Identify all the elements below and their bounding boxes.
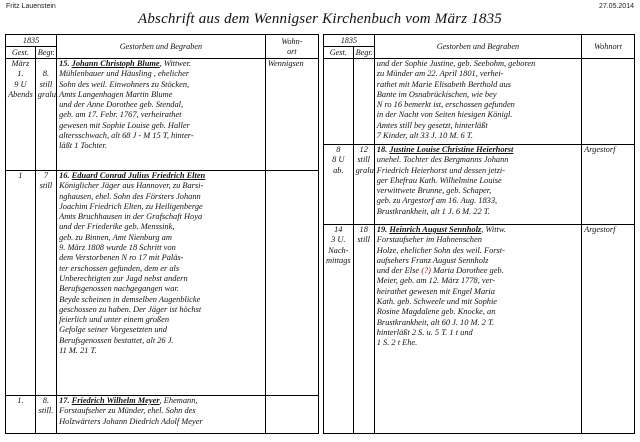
begr-line: still xyxy=(39,181,53,191)
entry-line: Unberechtigten zur Jagd nebst andern xyxy=(59,273,188,283)
entry-line: heirathet gewesen mit Engel Maria xyxy=(376,286,495,296)
wohnort-cell xyxy=(265,171,318,396)
entry-number: 16. xyxy=(59,171,70,180)
entry-line: geschossen zu haben. Der Jäger ist höchst xyxy=(59,304,202,314)
gest-line: Nach- xyxy=(328,245,349,255)
begr-cell xyxy=(353,59,374,145)
begr-line: 8. xyxy=(42,69,50,79)
entry-line: nghausen, ehel. Sohn des Försters Johann xyxy=(59,191,201,201)
entry-line: 1 S. 2 t Ehe. xyxy=(376,338,418,348)
wohnort-header-line: ort xyxy=(287,46,297,56)
gest-line: 3 U. xyxy=(331,235,346,245)
begr-cell xyxy=(353,145,374,225)
entry-line: Brustkrankheit, alt 60 J. 10 M. 2 T. xyxy=(376,317,495,327)
left-ledger-table xyxy=(5,34,319,434)
gest-column-header: Gest. xyxy=(324,47,354,59)
entry-line: gewesen mit Sophie Louise geb. Haller xyxy=(59,120,190,130)
entry-line: Amts Bruchhausen in der Grafschaft Hoya xyxy=(59,212,203,222)
entry-line: , Wittwer. xyxy=(159,59,192,68)
gest-line: 14 xyxy=(334,225,343,234)
month-label: März xyxy=(11,59,30,68)
wohnort-cell xyxy=(265,59,318,171)
entry-name: Eduard Conrad Julius Friedrich Elten xyxy=(71,171,206,180)
gest-line: mittags xyxy=(326,255,351,265)
entry-line: hinterläßt 2 S. u. 5 T. 1 t und xyxy=(376,327,473,337)
entry-line: Berufsgenossen nachgegangen war. xyxy=(59,284,179,294)
entry-line: und der Else (?) Maria Dorothee geb. xyxy=(376,266,504,276)
entry-line: geb. am 17. Febr. 1767, verheirathet xyxy=(59,110,182,120)
entry-line: Berufsgenossen bestattet, alt 26 J. xyxy=(59,335,174,345)
wohnort-value: Argestorf xyxy=(584,145,616,154)
year-header: 1835 xyxy=(324,35,375,47)
entry-line: Holze, ehelicher Sohn des weil. Forst- xyxy=(376,245,505,255)
gest-line: 9 U xyxy=(14,79,27,89)
year-header: 1835 xyxy=(6,35,57,47)
gest-line: 1. xyxy=(17,69,24,79)
entry-line: und der Sophie Justine, geb. Seebohm, geboren xyxy=(376,59,536,68)
entry-line: , Ehemann, xyxy=(159,396,198,405)
gest-cell xyxy=(6,396,36,434)
begr-line: 18 xyxy=(359,225,368,234)
entry-name: Justine Louise Christine Heierhorst xyxy=(389,145,514,154)
begr-line: still xyxy=(357,235,370,245)
entry-line: Beyde scheinen in demselben Augenblicke xyxy=(59,294,201,304)
table-row xyxy=(324,59,635,145)
entry-line: Brustkrankheit, alt 1 J. 6 M. 22 T. xyxy=(376,206,490,216)
entry-line: , Wittw. xyxy=(481,225,506,234)
begr-cell xyxy=(35,396,56,434)
entry-line: Forstaufseher im Hahnenschen xyxy=(376,235,482,245)
begr-line: 12 xyxy=(359,145,368,154)
gest-line: 1 xyxy=(18,171,23,180)
begr-line: still. xyxy=(38,406,54,416)
entry-text-cell xyxy=(57,171,266,396)
entry-text-cell xyxy=(374,225,581,434)
gest-cell xyxy=(324,59,354,145)
table-row xyxy=(324,225,635,434)
wohnort-column-header: Wohnort xyxy=(582,35,635,59)
entry-line: Rosine Magdalene geb. Knocke, an xyxy=(376,307,496,317)
entry-line: 9. März 1808 wurde 18 Schritt von xyxy=(59,243,176,253)
entry-line: geb. zu Argestorf am 16. Aug. 1833, xyxy=(376,196,498,206)
begr-line: gralu. xyxy=(37,89,59,99)
entry-line: rathet mit Marie Elisabeth Berthold aus xyxy=(376,79,511,89)
entry-line: unehel. Tochter des Bergmanns Johann xyxy=(376,155,509,165)
entry-line: Mühlenbauer und Häusling , ehelicher xyxy=(59,69,190,79)
gest-column-header: Gest. xyxy=(6,47,36,59)
wohnort-cell xyxy=(582,145,635,225)
author-name: Fritz Lauenstein xyxy=(6,3,56,10)
text-column-header: Gestorben und Begraben xyxy=(57,35,266,59)
entry-text-cell xyxy=(57,396,266,434)
document-date: 27.05.2014 xyxy=(598,3,634,10)
entry-line: Sohn des weil. Einwohners zu Stöcken, xyxy=(59,79,190,89)
entry-line: geb. zu Binnen, Amt Nienburg am xyxy=(59,232,172,242)
wohnort-cell xyxy=(265,396,318,434)
begr-line: 7 xyxy=(43,171,49,180)
wohnort-column-header xyxy=(265,35,318,59)
entry-line: dem Verstorbenen N ro 17 mit Paläs- xyxy=(59,253,184,263)
begr-cell xyxy=(353,225,374,434)
begr-line: still xyxy=(357,155,370,165)
begr-line: 8. xyxy=(42,396,50,405)
entry-line: Gefolge seiner Vorgesetzten und xyxy=(59,325,167,335)
entry-text-cell xyxy=(374,59,581,145)
entry-text-cell xyxy=(374,145,581,225)
begr-line: gralu. xyxy=(355,165,376,175)
gest-cell xyxy=(6,59,36,171)
gest-cell xyxy=(324,225,354,434)
gest-line: ab. xyxy=(333,165,344,175)
wohnort-value: Argestorf xyxy=(584,225,616,234)
entry-line: Kath. geb. Schweele und mit Sophie xyxy=(376,297,498,307)
gest-line: 8 xyxy=(336,145,341,154)
entry-line: 11 M. 21 T. xyxy=(59,346,97,356)
begr-cell xyxy=(35,59,59,171)
entry-number: 18. xyxy=(376,145,388,154)
table-row xyxy=(6,396,319,434)
entry-line: Holzwärters Johann Diedrich Adolf Meyer xyxy=(59,416,203,426)
entry-number: 19. xyxy=(376,225,388,234)
entry-line: Joachim Friedrich Elten, zu Heiligenberge xyxy=(59,201,203,211)
wohnort-value: Wennigsen xyxy=(267,59,304,68)
wohnort-cell xyxy=(582,59,635,145)
entry-name: Friedrich Wilhelm Meyer xyxy=(71,396,160,405)
entry-number: 15. xyxy=(59,59,70,68)
begr-line: still xyxy=(39,79,53,89)
entry-line: Königlicher Jäger aus Hannover, zu Barsi- xyxy=(59,181,204,191)
entry-line: feierlich und unter einem großen xyxy=(59,315,170,325)
entry-text-cell xyxy=(57,59,266,171)
page-title: Abschrift aus dem Wennigser Kirchenbuch vom März 1835 xyxy=(137,11,503,27)
entry-line: zu Münder am 22. April 1801, verhei- xyxy=(376,69,504,79)
wohnort-cell xyxy=(582,225,635,434)
gest-cell xyxy=(6,171,36,396)
begr-column-header: Begr. xyxy=(35,47,56,59)
begr-cell xyxy=(35,171,56,396)
gest-line: 1. xyxy=(17,396,24,405)
gest-cell xyxy=(324,145,354,225)
entry-line: in der Nacht von Seiten hiesigen Königl. xyxy=(376,110,513,120)
entry-line: und der Anne Dorothee geb. Stendal, xyxy=(59,100,184,110)
entry-line: Forstaufseher zu Münder, ehel. Sohn des xyxy=(59,406,196,416)
entry-number: 17. xyxy=(59,396,70,405)
entry-line: altersschwach, alt 68 J - M 15 T, hinter- xyxy=(59,131,194,141)
entry-line: aufsehers Franz August Sennholz xyxy=(376,255,489,265)
table-row xyxy=(6,171,319,396)
wohnort-header-line: Wohn- xyxy=(281,36,303,46)
entry-line: N ro 16 bemerkt ist, erschossen gefunden xyxy=(376,100,515,110)
entry-line: verwittwete Brunne, geb. Schaper, xyxy=(376,186,492,196)
entry-line: und der Friederike geb. Menssink, xyxy=(59,222,175,232)
entry-line: 7 Kinder, alt 33 J. 10 M. 6 T. xyxy=(376,131,473,141)
gest-line: Abends xyxy=(8,89,33,99)
table-row xyxy=(324,145,635,225)
table-row xyxy=(6,59,319,171)
begr-column-header: Begr. xyxy=(353,47,374,59)
uncertain-marker: (?) xyxy=(421,266,431,276)
entry-line: Friedrich Heierhorst und dessen jetzi- xyxy=(376,165,506,175)
entry-line: Bante im Osnabrückischen, wie bey xyxy=(376,89,497,99)
entry-line: ter erschossen gefunden, dem er als xyxy=(59,263,180,273)
text-column-header: Gestorben und Begraben xyxy=(374,35,581,59)
right-ledger-table xyxy=(323,34,635,434)
entry-line: ger Ehefrau Kath. Wilhelmine Louise xyxy=(376,175,502,185)
gest-line: 8 U xyxy=(332,155,345,165)
entry-line: läßt 1 Tochter. xyxy=(59,141,107,151)
entry-line: Amts Langenhagen Martin Blume xyxy=(59,89,173,99)
entry-name: Johann Christoph Blume xyxy=(71,59,160,68)
entry-line: Meier, geb. am 12. März 1778, ver- xyxy=(376,276,496,286)
entry-name: Heinrich August Sennholz xyxy=(389,225,482,234)
entry-line: Amtes still bey gesetzt, hinterläßt xyxy=(376,120,488,130)
